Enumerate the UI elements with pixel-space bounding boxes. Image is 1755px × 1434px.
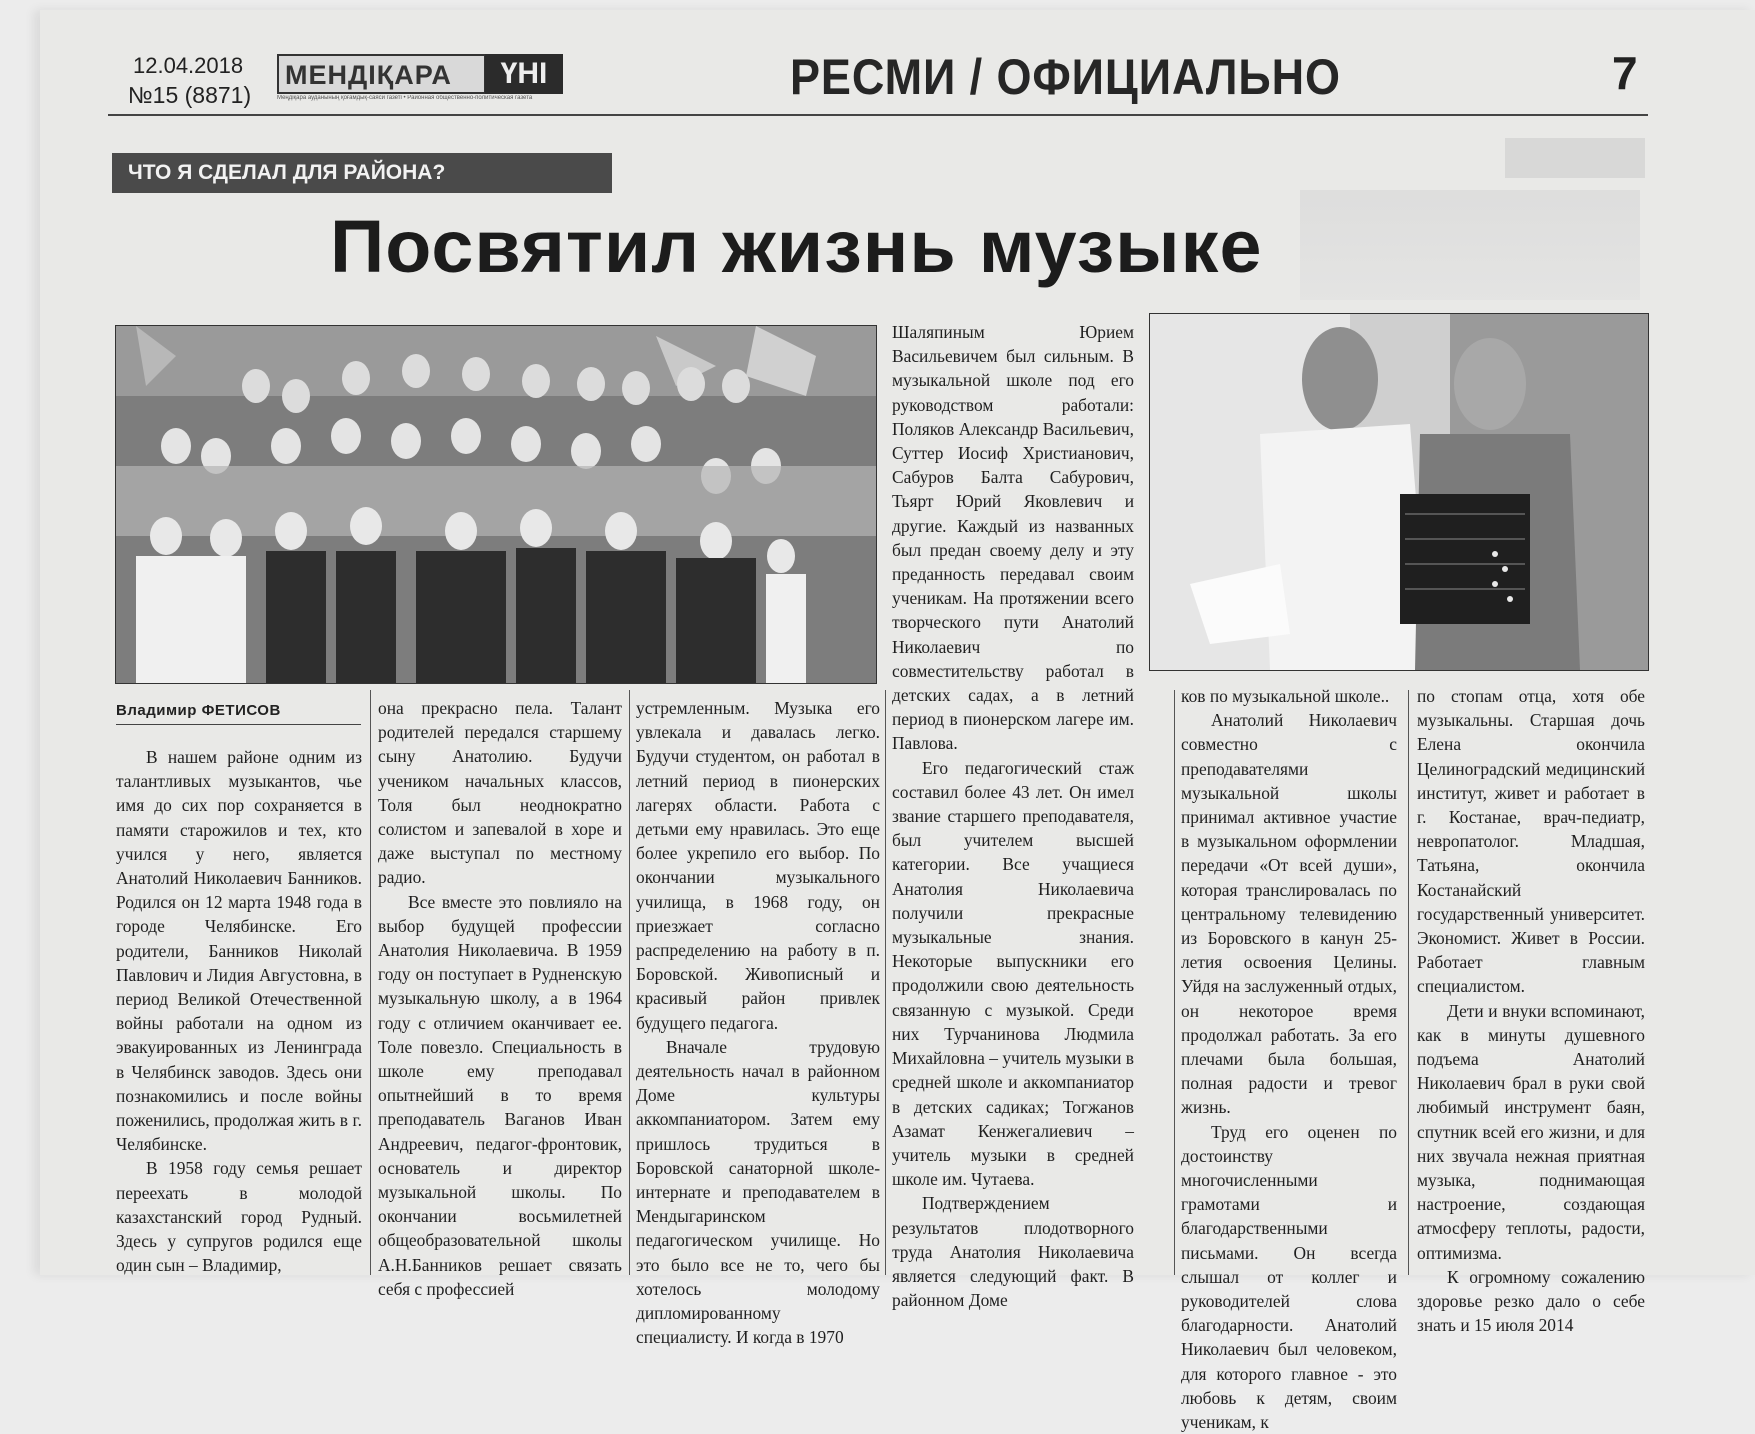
paragraph: В 1958 году семья решает переехать в молодой казахстанский город Рудный. Здесь у супругов родился еще один сын – Владимир, xyxy=(116,1158,362,1276)
byline-rule xyxy=(116,724,361,725)
paragraph: Анатолий Николаевич совместно с преподавателями музыкальной школы принимал активное участие в музыкальном оформлении передачи «От всей души», которая транслировалась по центральному телевидению из Боровского в канун 25-летия освоения Целины. Уйдя на заслуженный отдых, он некоторое время продолжал работать. За его плечами была большая, полная радости и тревог жизнь. xyxy=(1181,710,1397,1118)
article-column-4 xyxy=(892,320,1134,1312)
article-column-6 xyxy=(1417,684,1645,1337)
masthead-suffix: ҮНІ xyxy=(485,54,563,94)
paragraph: Подтверждением результатов плодотворного труда Анатолия Николаевича является следующий факт. В районном Доме xyxy=(892,1193,1134,1311)
paragraph: Вначале трудовую деятельность начал в районном Доме культуры аккомпаниатором. Затем ему пришлось трудиться в Боровской санаторной школе-интернате и преподавателем в Мендыгаринском педагогическом училище. Но это было все не то, чего бы хотелось молодому дипломированному специалисту. И когда в 1970 xyxy=(636,1036,880,1348)
paragraph: по стопам отца, хотя обе музыкальны. Старшая дочь Елена окончила Целиноградский медицинский институт, живет и работает в г. Костанае, врач-педиатр, невропатолог. Младшая, Татьяна, окончила Костанайский государственный университет. Экономист. Живет в России. Работает главным специалистом. xyxy=(1417,686,1645,997)
masthead-subtitle: Меңдіқара ауданының қоғамдық-саяси газеті • Районная общественно-политическая газета xyxy=(277,95,533,101)
paragraph: Дети и внуки вспоминают, как в минуты душевного подъема Анатолий Николаевич брал в руки свой любимый инструмент баян, спутник всей его жизни, и для них звучала нежная приятная музыка, поднимающая настроение, создающая атмосферу теплоты, радости, оптимизма. xyxy=(1417,1000,1645,1263)
column-rule xyxy=(1408,690,1409,1275)
paragraph: она прекрасно пела. Талант родителей передался старшему сыну Анатолию. Будучи учеником начальных классов, Толя был неоднократно солистом и запевалой в хоре и даже выступал по местному радио. xyxy=(378,698,622,888)
paragraph: Труд его оценен по достоинству многочисленными грамотами и благодарственными письмами. Он всегда слышал от коллег и руководителей слова благодарности. Анатолий Николаевич был человеком, для которого главное - это любовь к детям, своим ученикам, к xyxy=(1181,1121,1397,1433)
article-rubric: ЧТО Я СДЕЛАЛ ДЛЯ РАЙОНА? xyxy=(112,153,612,193)
paragraph: ков по музыкальной школе.. xyxy=(1181,686,1390,706)
newspaper-masthead xyxy=(277,54,566,106)
section-title: РЕСМИ / ОФИЦИАЛЬНО xyxy=(790,49,1341,105)
article-column-2 xyxy=(378,696,622,1301)
column-rule xyxy=(1174,690,1175,1275)
bleed-through-shadow xyxy=(1505,138,1645,178)
column-rule xyxy=(885,690,886,1275)
article-headline: Посвятил жизнь музыке xyxy=(330,205,1263,288)
issue-number: №15 (8871) xyxy=(128,82,252,108)
paragraph: Его педагогический стаж составил более 43 лет. Он имел звание старшего преподавателя, был учителем высшей категории. Все учащиеся Анатолия Николаевича получили прекрасные музыкальные знания. Некоторые выпускники его продолжили свою деятельность связанную с музыкой. Среди них Турчанинова Людмила Михайловна – учитель музыки в средней школе и аккомпаниатор в детских садиках; Тогжанов Азамат Кенжегалиевич – учитель музыки в средней школе им. Чутаева. xyxy=(892,757,1134,1190)
bleed-through-shadow xyxy=(1300,190,1640,300)
paragraph: К огромному сожалению здоровье резко дало о себе знать и 15 июля 2014 xyxy=(1417,1266,1645,1336)
column-rule xyxy=(629,690,630,1275)
article-column-1 xyxy=(116,745,362,1277)
author-byline: Владимир ФЕТИСОВ xyxy=(116,702,281,719)
column-rule xyxy=(370,690,371,1275)
issue-date: 12.04.2018 xyxy=(133,53,244,78)
article-column-5 xyxy=(1181,684,1397,1434)
page-number: 7 xyxy=(1612,47,1638,99)
masthead-name: МЕНДІҚАРА xyxy=(285,60,452,90)
paragraph: устремленным. Музыка его увлекала и давалась легко. Будучи студентом, он работал в летний период в пионерских лагерях области. Работа с детьми ему нравилась. Это еще более укрепило его выбор. По окончании музыкального училища, в 1968 году, он приезжает согласно распределению на работу в п. Боровской. Живописный и красивый район привлек будущего педагога. xyxy=(636,698,880,1033)
paragraph: Все вместе это повлияло на выбор будущей профессии Анатолия Николаевича. В 1959 году он поступает в Рудненскую музыкальную школу, а в 1964 году с отличием оканчивает ее. Толе повезло. Специальность в школе ему преподавал опытнейший в то время преподаватель Ваганов Иван Андреевич, педагог-фронтовик, основатель и директор музыкальной школы. По окончании восьмилетней общеобразовательной школы А.Н.Банников решает связать себя с профессией xyxy=(378,891,622,1299)
paragraph: Шаляпиным Юрием Васильевичем был сильным. В музыкальной школе под его руководством работали: Поляков Александр Васильевич, Суттер Иосиф Христианович, Сабуров Балта Сабурович, Тьярт Юрий Яковлевич и другие. Каждый из названных был предан своему делу и эту преданность передавал своим ученикам. На протяжении всего творческого пути Анатолий Николаевич по совместительству работал в детских садах, а в летний период в пионерском лагере им. Павлова. xyxy=(892,322,1134,754)
article-column-3 xyxy=(636,696,880,1349)
accordion-photo xyxy=(1149,313,1649,671)
masthead-box xyxy=(277,54,486,94)
header-rule xyxy=(108,114,1648,116)
paragraph: В нашем районе одним из талантливых музыкантов, чье имя до сих пор сохраняется в памяти старожилов и тех, кто учился у него, является Анатолий Николаевич Банников. Родился он 12 марта 1948 года в городе Челябинске. Его родители, Банников Николай Павлович и Лидия Августовна, в период Великой Отечественной войны работали на одном из эвакуированных из Ленинграда в Челябинск заводов. Здесь они познакомились и после войны поженились, продолжая жить в г. Челябинске. xyxy=(116,747,362,1155)
group-photo xyxy=(115,325,877,684)
